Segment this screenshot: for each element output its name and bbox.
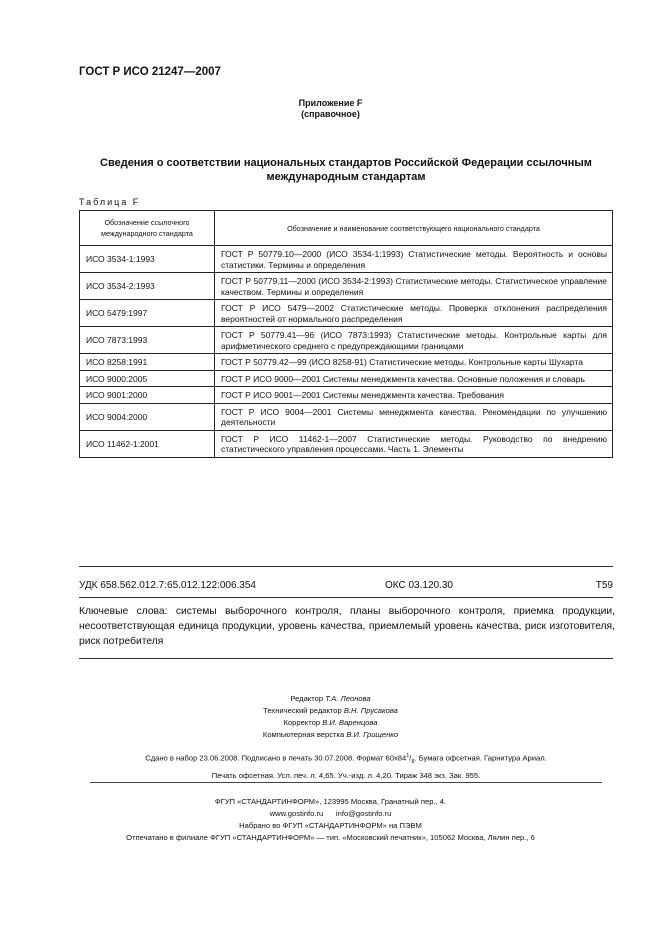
national-standard-cell: ГОСТ Р 50779.41—96 (ИСО 7873:1993) Статистические методы. Контрольные карты для арифметического среднего с предупреждающими границами	[215, 327, 613, 354]
table-row	[80, 354, 613, 371]
section-heading: Сведения о соответствии национальных стандартов Российской Федерации ссылочным международным стандартам	[100, 157, 592, 183]
annex-subtitle: (справочное)	[301, 109, 360, 119]
credit-tech-editor: Технический редактор В.Н. Прусакова	[263, 706, 398, 715]
intl-standard-cell: ИСО 3534-1:1993	[80, 246, 215, 273]
intl-standard-cell: ИСО 9000:2005	[80, 370, 215, 387]
national-standard-cell: ГОСТ Р ИСО 9000—2001 Системы менеджмента качества. Основные положения и словарь	[215, 370, 613, 387]
header-intl-standard: Обозначение ссылочного международного стандарта	[80, 211, 215, 246]
annex-title: Приложение F	[298, 98, 363, 108]
table-row	[80, 387, 613, 404]
publisher-email[interactable]: info@gostinfo.ru	[335, 809, 392, 818]
publisher-typeset: Набрано во ФГУП «СТАНДАРТИНФОРМ» на ПЭВМ	[239, 821, 422, 830]
national-standard-cell: ГОСТ Р ИСО 9004—2001 Системы менеджмента качества. Рекомендации по улучшению деятельности	[215, 403, 613, 430]
intl-standard-cell: ИСО 9004:2000	[80, 403, 215, 430]
intl-standard-cell: ИСО 3534-2:1993	[80, 273, 215, 300]
table-row	[80, 327, 613, 354]
print-info	[79, 749, 613, 783]
credit-layout: Компьютерная верстка В.И. Грищенко	[262, 730, 399, 739]
print-info-rule	[90, 782, 602, 783]
publisher-website[interactable]: www.gostinfo.ru	[269, 809, 324, 818]
keywords: Ключевые слова: системы выборочного контроля, планы выборочного контроля, приемка продукции, несоответствующая единица продукции, уровень качества, приемлемый уровень качества, риск изготовителя, риск потребителя	[79, 606, 615, 647]
table-header-row	[80, 211, 613, 246]
credits	[0, 693, 661, 741]
table-row	[80, 300, 613, 327]
national-standard-cell: ГОСТ Р 50779.11—2000 (ИСО 3534-2:1993) Статистические методы. Статистическое управление качеством. Термины и определения	[215, 273, 613, 300]
publisher-contacts	[0, 808, 661, 820]
header-national-standard: Обозначение и наименование соответствующего национального стандарта	[215, 211, 613, 246]
national-standard-cell: ГОСТ Р 50779.42—99 (ИСО 8258-91) Статистические методы. Контрольные карты Шухарта	[215, 354, 613, 371]
print-info-line2: Печать офсетная. Усл. печ. л. 4,65. Уч.-изд. л. 4,20. Тираж 348 экз. Зак. 955.	[211, 771, 481, 781]
table-row	[80, 273, 613, 300]
national-standard-cell: ГОСТ Р ИСО 11462-1—2007 Статистические методы. Руководство по внедрению статистического управления процессами. Часть 1. Элементы	[215, 430, 613, 457]
table-caption: Таблица F	[79, 197, 141, 207]
national-standard-cell: ГОСТ Р ИСО 9001—2001 Системы менеджмента качества. Требования	[215, 387, 613, 404]
intl-standard-cell: ИСО 5479:1997	[80, 300, 215, 327]
oks-code: ОКС 03.120.30	[385, 580, 453, 591]
table-row	[80, 370, 613, 387]
intl-standard-cell: ИСО 11462-1:2001	[80, 430, 215, 457]
national-standard-cell: ГОСТ Р 50779.10—2000 (ИСО 3534-1:1993) Статистические методы. Вероятность и основы статистики. Термины и определения	[215, 246, 613, 273]
publisher-info	[0, 796, 661, 844]
print-info-line1: Сдано в набор 23.06.2008. Подписано в печать 30.07.2008. Формат $60х84^1/_8$. Бумага офсетная. Гарнитура Ариал.	[145, 753, 547, 766]
divider-mid	[79, 597, 613, 598]
document-code: ГОСТ Р ИСО 21247—2007	[79, 66, 221, 78]
divider-bottom	[79, 658, 613, 659]
publisher-address: ФГУП «СТАНДАРТИНФОРМ», 123995 Москва, Гранатный пер., 4.	[214, 797, 447, 806]
national-standard-cell: ГОСТ Р ИСО 5479—2002 Статистические методы. Проверка отклонения распределения вероятностей от нормального распределения	[215, 300, 613, 327]
table-row	[80, 246, 613, 273]
credit-editor: Редактор Т.А. Леонова	[290, 694, 371, 703]
correspondence-table	[79, 210, 613, 458]
intl-standard-cell: ИСО 8258:1991	[80, 354, 215, 371]
intl-standard-cell: ИСО 7873:1993	[80, 327, 215, 354]
intl-standard-cell: ИСО 9001:2000	[80, 387, 215, 404]
udk-code: УДК 658.562.012.7:65.012.122:006.354	[79, 580, 256, 591]
annex-heading	[0, 98, 661, 120]
publisher-printed: Отпечатано в филиале ФГУП «СТАНДАРТИНФОРМ» — тип. «Московский печатник», 105062 Москва, Лялин пер., 6	[126, 833, 535, 842]
divider-top	[79, 566, 613, 567]
table-row	[80, 403, 613, 430]
credit-corrector: Корректор В.И. Варенцова	[283, 718, 378, 727]
t-code: Т59	[595, 580, 613, 591]
table-row	[80, 430, 613, 457]
